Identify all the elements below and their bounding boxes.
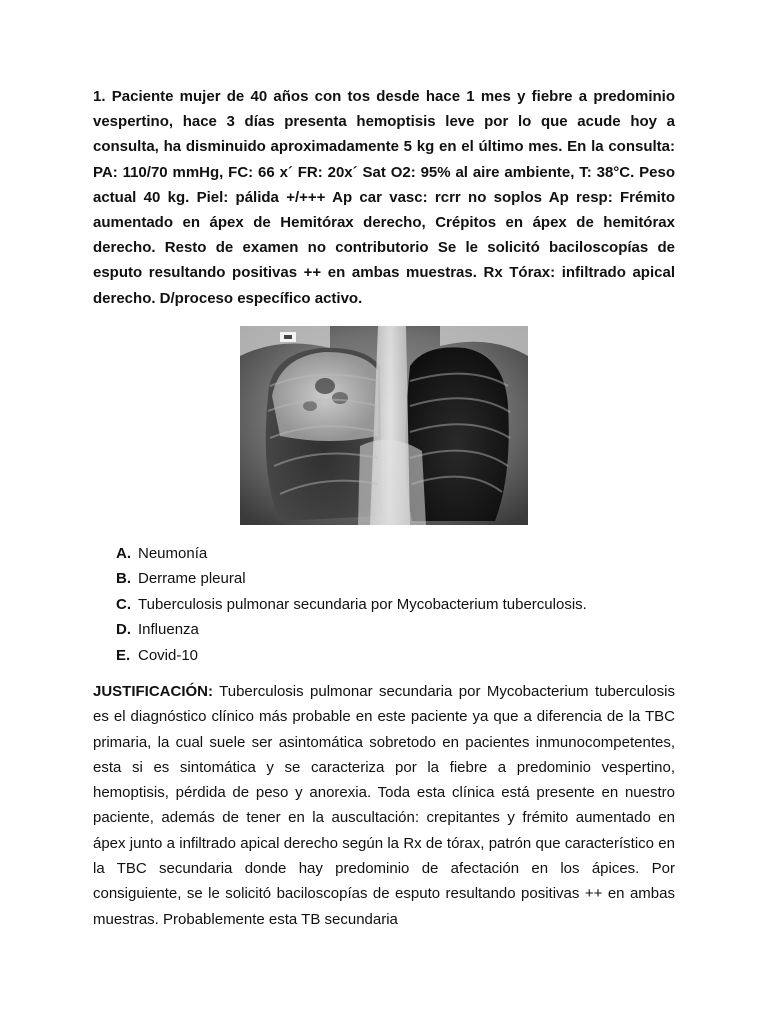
option-text: Influenza xyxy=(138,621,199,639)
option-c[interactable] xyxy=(116,592,587,617)
justification-paragraph xyxy=(93,679,675,932)
option-letter: A. xyxy=(116,545,131,562)
option-letter: B. xyxy=(116,570,131,588)
answer-options xyxy=(116,541,587,668)
option-text: Covid-10 xyxy=(138,646,199,664)
chest-xray-image xyxy=(240,326,528,525)
chest-xray-graphic xyxy=(240,326,528,525)
option-letter: C. xyxy=(116,595,131,613)
question-number: 1. xyxy=(93,88,106,105)
option-letter: D. xyxy=(116,621,131,639)
option-text: Neumonía xyxy=(138,545,208,562)
option-b[interactable] xyxy=(116,566,587,591)
justification-label: JUSTIFICACIÓN: xyxy=(93,683,213,700)
justification-text: Tuberculosis pulmonar secundaria por Mycobacterium tuberculosis es el diagnóstico clínico más probable en este paciente ya que a diferencia de la TBC primaria, la cual suele ser asintomática sobretodo en pacientes inmunocompetentes, esta si es sintomática y se caracteriza por la fiebre a predominio vespertino, hemoptisis, pérdida de peso y anorexia. Toda esta clínica está presente en nuestro paciente, además de tener en la auscultación: crepitantes y frémito aumentado en ápex junto a infiltrado apical derecho según la Rx de tórax, patrón que característico en la TBC secundaria donde hay predominio de afectación en los ápices. Por consiguiente, se le solicitó baciloscopías de esputo resultando positivas ++ en ambas muestras. Probablemente esta TB secundaria xyxy=(93,683,675,928)
option-text: Derrame pleural xyxy=(138,570,246,588)
option-letter: E. xyxy=(116,646,131,664)
question-text: Paciente mujer de 40 años con tos desde hace 1 mes y fiebre a predominio vespertino, hace 3 días presenta hemoptisis leve por lo que acude hoy a consulta, ha disminuido aproximadamente 5 kg en el último mes. En la consulta: PA: 110/70 mmHg, FC: 66 x´ FR: 20x´ Sat O2: 95% al aire ambiente, T: 38°C. Peso actual 40 kg. Piel: pálida +/+++ Ap car vasc: rcrr no soplos Ap resp: Frémito aumentado en ápex de Hemitórax derecho, Crépitos en ápex de hemitórax derecho. Resto de examen no contributorio Se le solicitó baciloscopías de esputo resultando positivas ++ en ambas muestras. Rx Tórax: infiltrado apical derecho. D/proceso específico activo. xyxy=(93,88,675,307)
option-a[interactable] xyxy=(116,541,587,566)
option-text: Tuberculosis pulmonar secundaria por Mycobacterium tuberculosis. xyxy=(138,595,587,613)
option-d[interactable] xyxy=(116,617,587,642)
option-e[interactable] xyxy=(116,643,587,668)
question-paragraph xyxy=(93,84,675,311)
